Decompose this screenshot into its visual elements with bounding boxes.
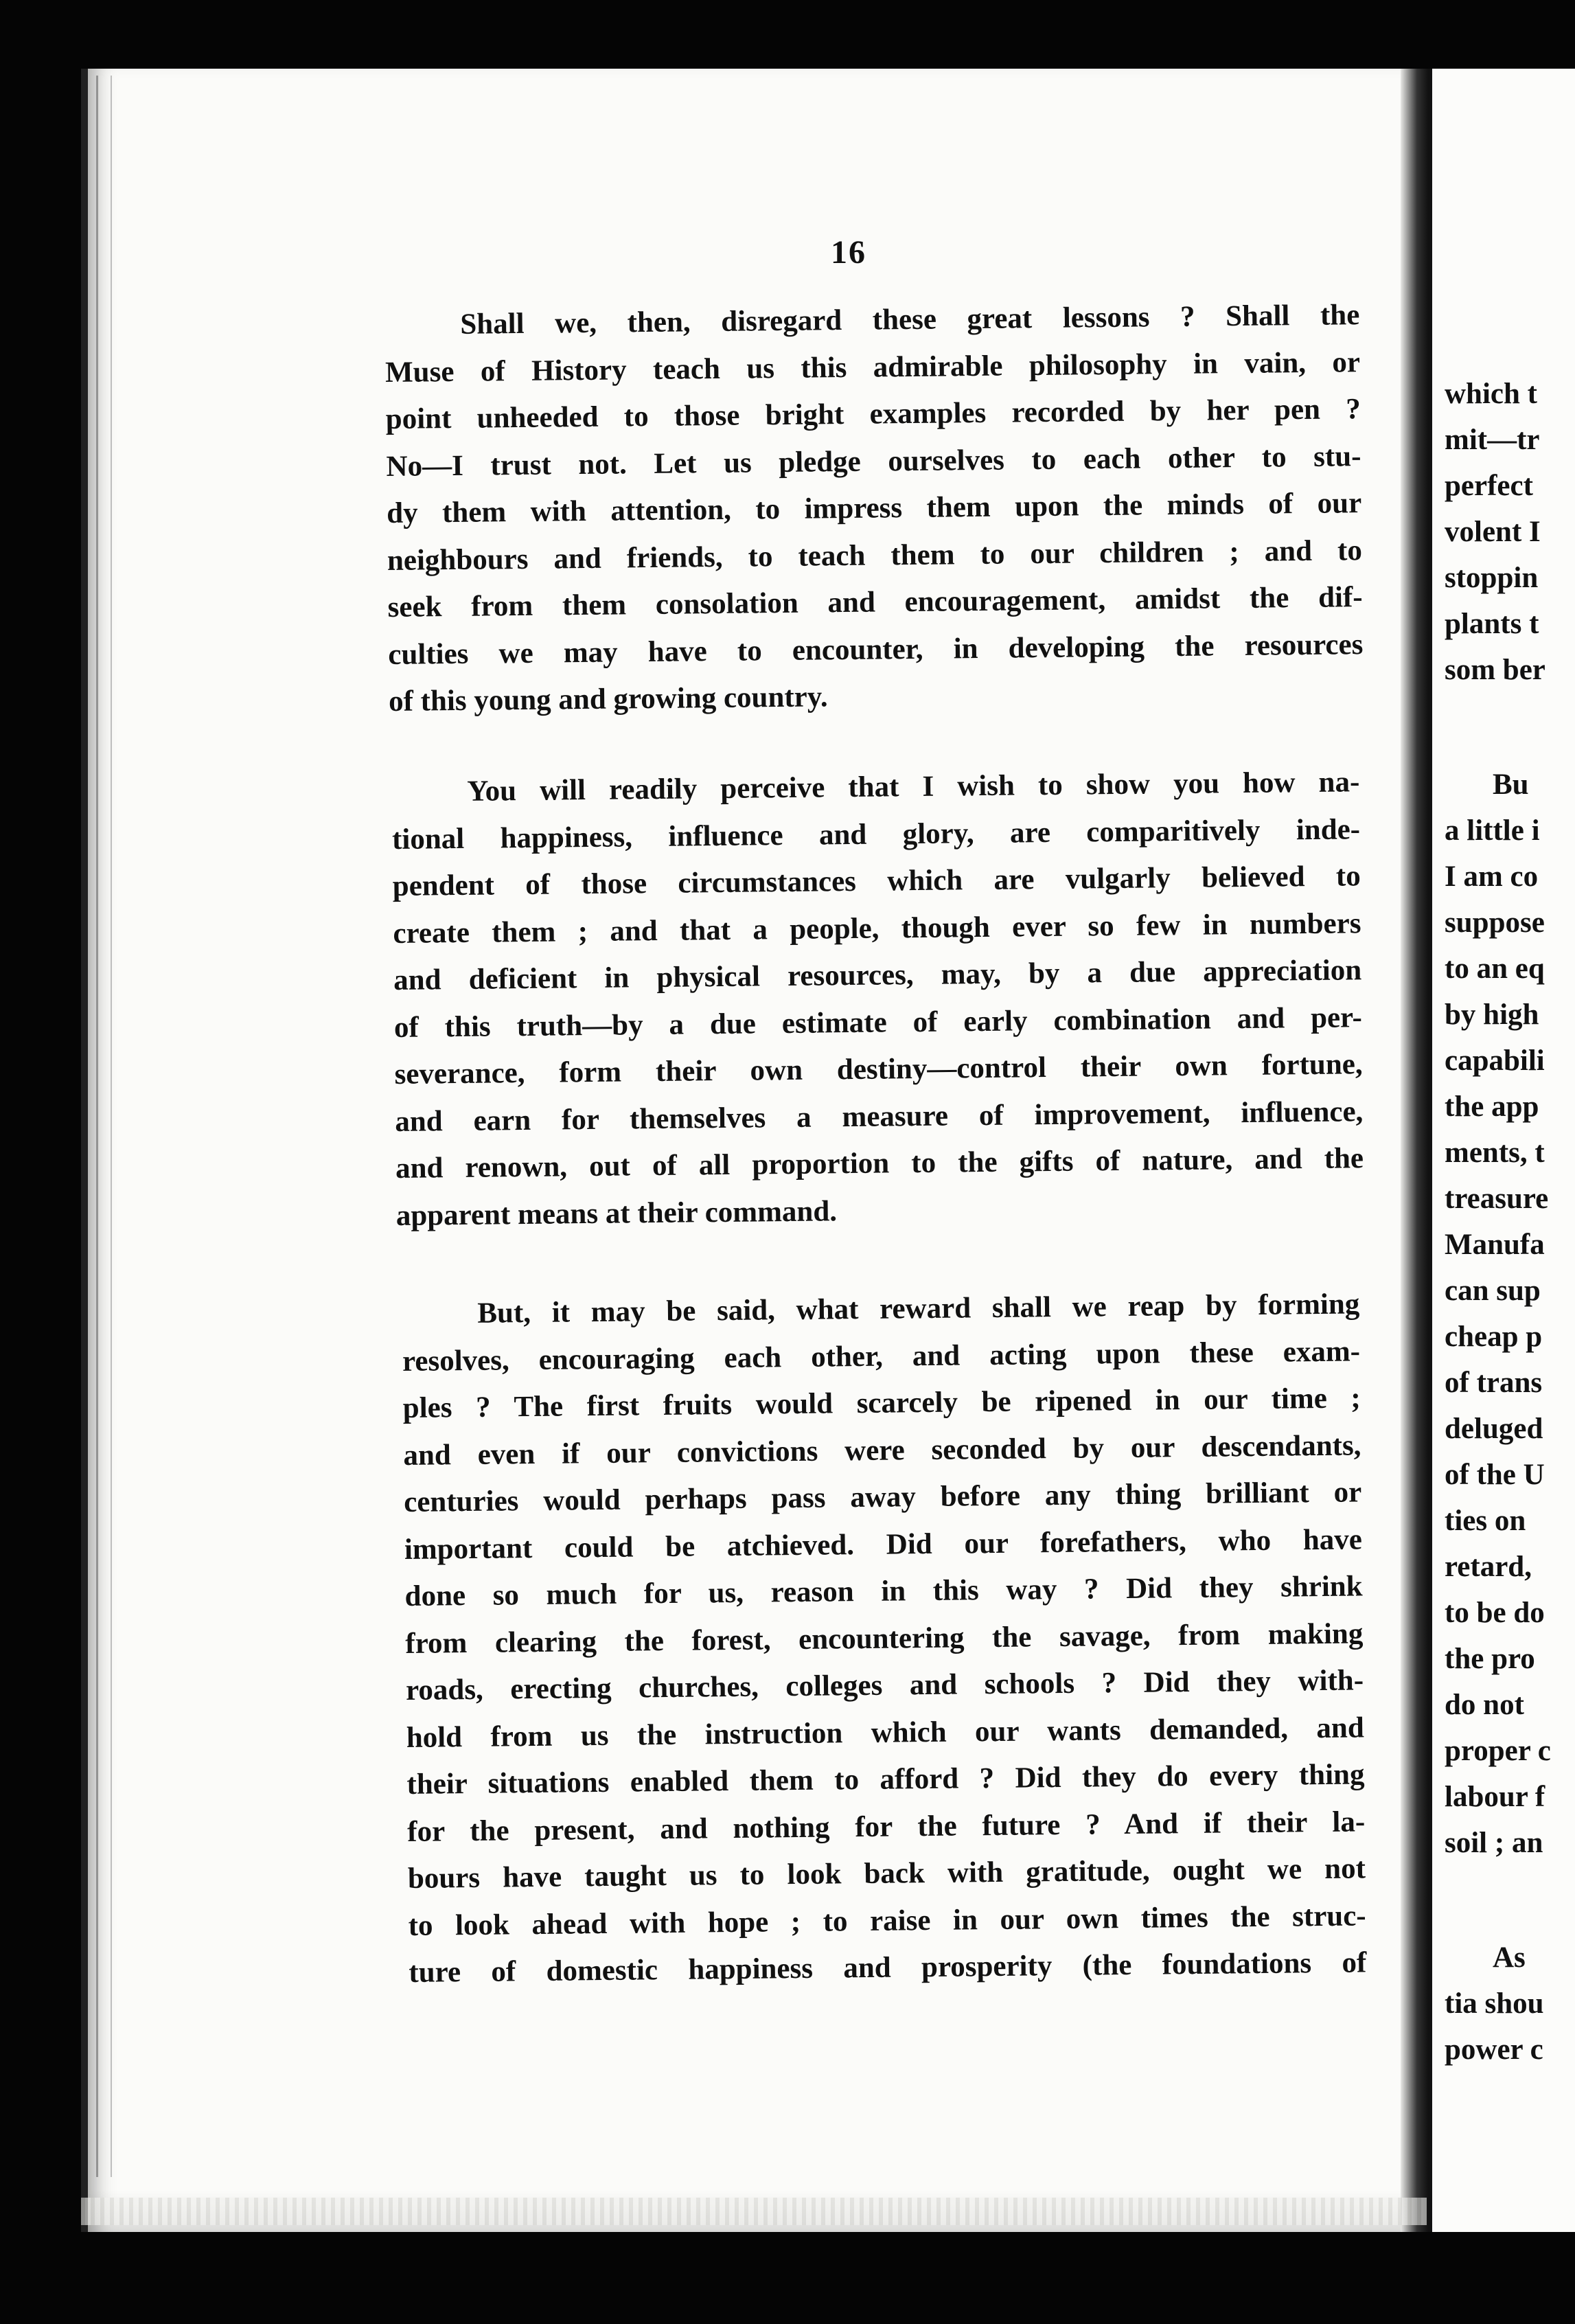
text-line: for the present, and nothing for the future ? And if their la- <box>406 1805 1366 1848</box>
text-line: of this young and growing country. <box>388 681 828 718</box>
right-line: of trans <box>1445 1367 1543 1399</box>
text-line: No—I trust not. Let us pledge ourselves to each other to stu- <box>386 440 1361 483</box>
paragraph-1 <box>384 292 1364 725</box>
text-line: But, it may be said, what reward shall we reap by forming <box>477 1288 1360 1330</box>
text-line: dy them with attention, to impress them upon the minds of our <box>386 487 1362 529</box>
text-line: hold from us the instruction which our wants demanded, and <box>406 1711 1364 1754</box>
right-line: to an eq <box>1445 953 1545 985</box>
text-line: of this truth—by a due estimate of early combination and per- <box>393 1001 1363 1044</box>
right-line: a little i <box>1445 814 1540 847</box>
right-line: which t <box>1445 378 1537 410</box>
right-line: ties on <box>1445 1505 1526 1537</box>
text-line: ples ? The first fruits would scarcely be ripened in our time ; <box>402 1382 1361 1424</box>
right-line: stoppin <box>1445 562 1539 594</box>
right-line: do not <box>1445 1689 1524 1721</box>
text-line: Muse of History teach us this admirable philosophy in vain, or <box>384 345 1361 389</box>
text-line: resolves, encouraging each other, and acting upon these exam- <box>402 1334 1361 1378</box>
text-line: centuries would perhaps pass away before any thing brilliant or <box>403 1476 1362 1518</box>
text-line: done so much for us, reason in this way ? Did they shrink <box>404 1570 1363 1613</box>
text-line: ture of domestic happiness and prosperity (the foundations of <box>409 1946 1367 1989</box>
right-line: the app <box>1445 1091 1539 1123</box>
text-line: severance, form their own destiny—control their own fortune, <box>394 1048 1363 1091</box>
text-line: You will readily perceive that I wish to show you how na- <box>467 766 1360 808</box>
text-line: to look ahead with hope ; to raise in our own times the struc- <box>408 1899 1366 1942</box>
right-line: cheap p <box>1445 1321 1543 1353</box>
text-line: bours have taught us to look back with gratitude, ought we not <box>407 1852 1366 1895</box>
text-line: and deficient in physical resources, may, by a due appreciation <box>393 954 1362 996</box>
right-line: plants t <box>1445 608 1539 640</box>
right-line: the pro <box>1445 1643 1535 1675</box>
text-line: seek from them consolation and encouragement, amidst the dif- <box>387 581 1363 624</box>
right-line: power c <box>1445 2034 1543 2066</box>
right-line: proper c <box>1445 1735 1551 1767</box>
text-line: their situations enabled them to afford ? Did they do every thing <box>406 1758 1365 1801</box>
text-line: point unheeded to those bright examples recorded by her pen ? <box>385 393 1361 435</box>
right-line: Bu <box>1493 768 1529 801</box>
text-line: neighbours and friends, to teach them to our children ; and to <box>387 534 1363 577</box>
text-line: culties we may have to encounter, in developing the resources <box>388 628 1364 671</box>
text-line: roads, erecting churches, colleges and schools ? Did they with- <box>405 1664 1364 1707</box>
right-line: suppose <box>1445 907 1545 939</box>
right-line: treasure <box>1445 1183 1549 1215</box>
text-line: and renown, out of all proportion to the gifts of nature, and the <box>395 1142 1364 1185</box>
book-spine <box>1401 69 1428 2232</box>
page-edge <box>96 76 112 2177</box>
right-line: As <box>1493 1941 1526 1974</box>
right-page-partial <box>1428 69 1575 2232</box>
right-line: mit—tr <box>1445 424 1540 456</box>
paragraph-2 <box>391 759 1364 1240</box>
right-line: volent I <box>1445 516 1541 548</box>
page-number: 16 <box>831 234 866 271</box>
text-line: and even if our convictions were seconded by our descendants, <box>403 1428 1361 1472</box>
paragraph-3 <box>402 1281 1367 1996</box>
right-line: tia shou <box>1445 1987 1544 2020</box>
right-line: I am co <box>1445 861 1539 893</box>
right-line: labour f <box>1445 1781 1545 1813</box>
text-line: tional happiness, influence and glory, are comparitively inde- <box>391 812 1361 856</box>
right-line: to be do <box>1445 1597 1545 1629</box>
text-line: Shall we, then, disregard these great lessons ? Shall the <box>460 299 1360 341</box>
right-line: of the U <box>1445 1459 1545 1491</box>
right-line: soil ; an <box>1445 1827 1543 1859</box>
text-line: important could be atchieved. Did our forefathers, who have <box>404 1523 1363 1566</box>
right-page-text <box>1445 371 1551 2073</box>
right-line: capabili <box>1445 1045 1545 1077</box>
text-line: and earn for themselves a measure of improvement, influence, <box>395 1095 1364 1138</box>
right-line: ments, t <box>1445 1137 1545 1169</box>
right-line: by high <box>1445 999 1539 1031</box>
text-line: apparent means at their command. <box>395 1194 838 1232</box>
text-line: from clearing the forest, encountering the savage, from making <box>405 1617 1364 1660</box>
right-line: som ber <box>1445 654 1545 686</box>
text-line: create them ; and that a people, though ever so few in numbers <box>393 907 1361 950</box>
right-line: retard, <box>1445 1551 1532 1583</box>
text-line: pendent of those circumstances which are vulgarly believed to <box>392 860 1361 902</box>
right-line: Manufa <box>1445 1229 1545 1261</box>
right-line: can sup <box>1445 1275 1541 1307</box>
page-bottom-edge <box>81 2198 1427 2225</box>
right-line: deluged <box>1445 1413 1543 1445</box>
right-line: perfect <box>1445 470 1533 502</box>
